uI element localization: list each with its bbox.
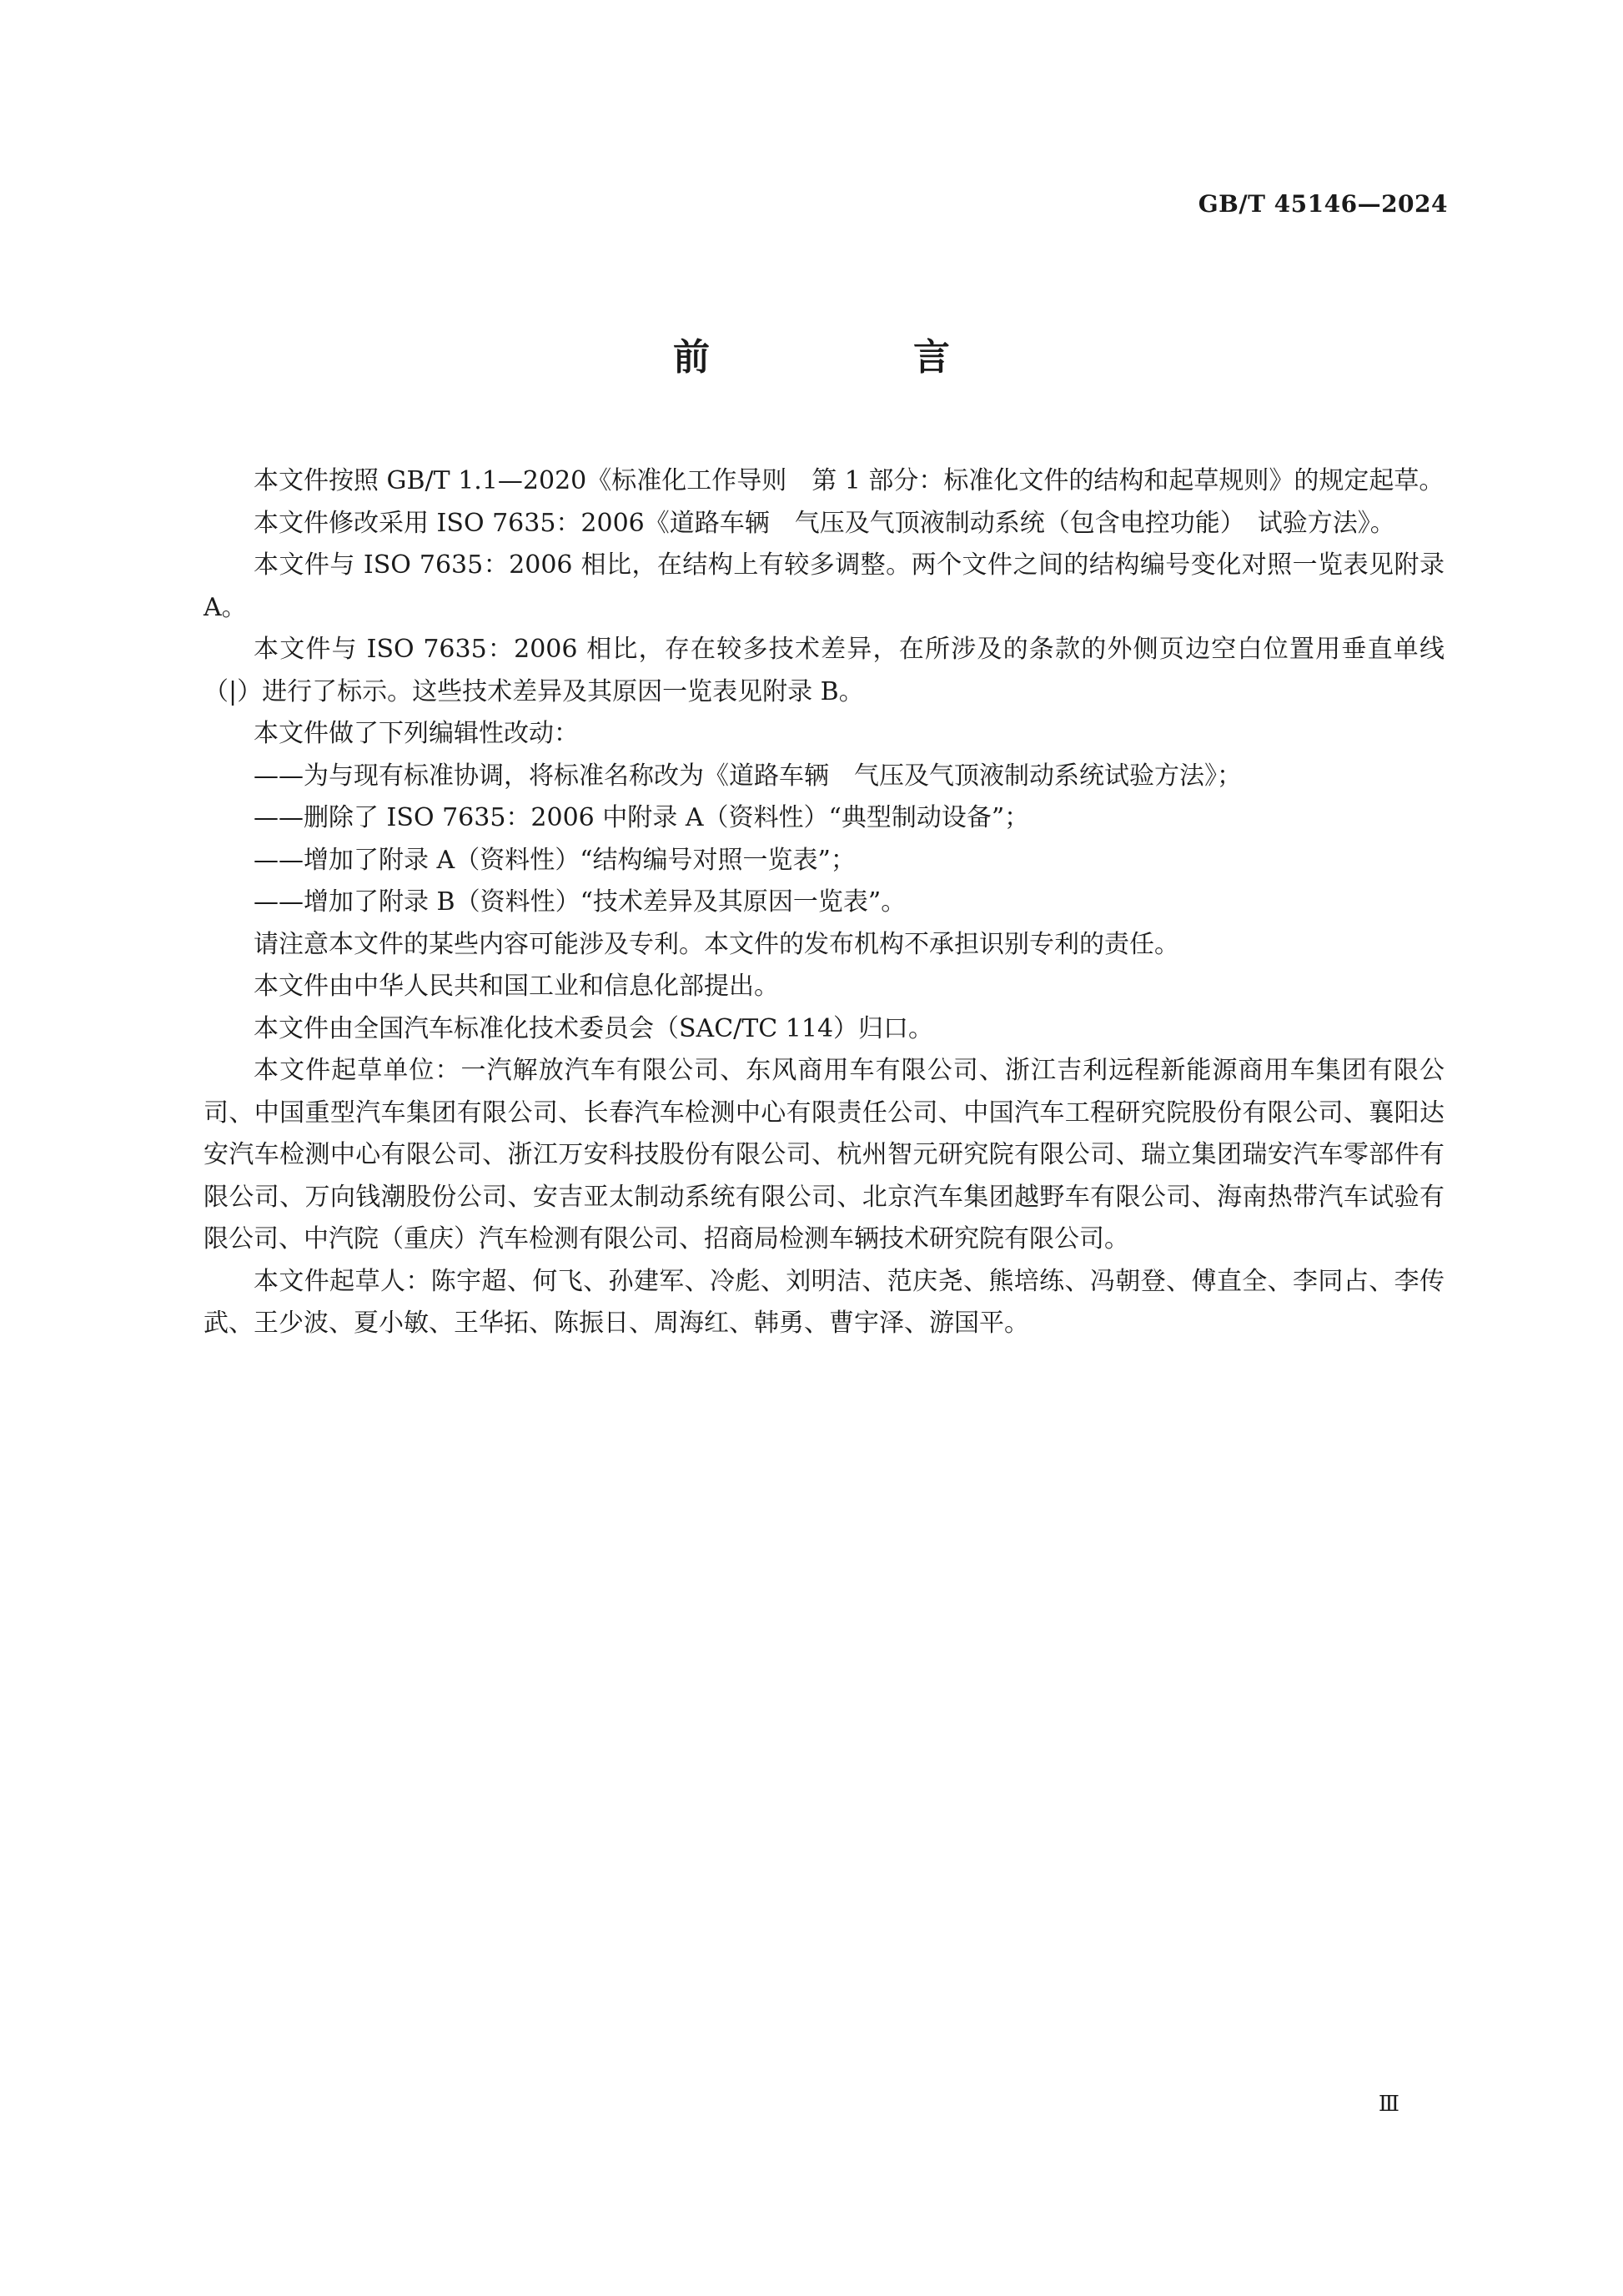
paragraph-proposer: 本文件由中华人民共和国工业和信息化部提出。 — [254, 972, 779, 1001]
paragraph-structure-changes: 本文件与 ISO 7635：2006 相比，在结构上有较多调整。两个文件之间的结构编号变化对照一览表见附录 A。 — [204, 550, 1445, 622]
paragraph-drafting-rules: 本文件按照 GB/T 1.1—2020《标准化工作导则 第 1 部分：标准化文件的结构和起草规则》的规定起草。 — [254, 466, 1445, 495]
document-body — [204, 460, 1445, 1345]
paragraph-technical-committee: 本文件由全国汽车标准化技术委员会（SAC/TC 114）归口。 — [254, 1013, 934, 1043]
paragraph-patent-notice: 请注意本文件的某些内容可能涉及专利。本文件的发布机构不承担识别专利的责任。 — [254, 929, 1179, 959]
paragraph-technical-differences: 本文件与 ISO 7635：2006 相比，存在较多技术差异，在所涉及的条款的外侧页边空白位置用垂直单线（|）进行了标示。这些技术差异及其原因一览表见附录 B。 — [204, 635, 1445, 706]
paragraph-drafting-organizations: 本文件起草单位：一汽解放汽车有限公司、东风商用车有限公司、浙江吉利远程新能源商用车集团有限公司、中国重型汽车集团有限公司、长春汽车检测中心有限责任公司、中国汽车工程研究院股份有限公司、襄阳达安汽车检测中心有限公司、浙江万安科技股份有限公司、杭州智元研究院有限公司、瑞立集团瑞安汽车零部件有限公司、万向钱潮股份公司、安吉亚太制动系统有限公司、北京汽车集团越野车有限公司、海南热带汽车试验有限公司、中汽院（重庆）汽车检测有限公司、招商局检测车辆技术研究院有限公司。 — [204, 1056, 1445, 1254]
paragraph-editorial-intro: 本文件做了下列编辑性改动： — [254, 719, 579, 748]
list-item: ——删除了 ISO 7635：2006 中附录 A（资料性）“典型制动设备”； — [254, 803, 1030, 832]
standard-number: GB/T 45146—2024 — [1198, 190, 1448, 218]
paragraph-drafters: 本文件起草人：陈宇超、何飞、孙建军、冷彪、刘明洁、范庆尧、熊培练、冯朝登、傅直全、李同占、李传武、王少波、夏小敏、王华拓、陈振日、周海红、韩勇、曹宇泽、游国平。 — [204, 1266, 1445, 1338]
paragraph-adoption: 本文件修改采用 ISO 7635：2006《道路车辆 气压及气顶液制动系统（包含电控功能） 试验方法》。 — [254, 508, 1395, 538]
page-title: 前 言 — [673, 336, 1033, 379]
page-number: Ⅲ — [1378, 2092, 1399, 2117]
list-item: ——增加了附录 B（资料性）“技术差异及其原因一览表”。 — [254, 887, 907, 917]
list-item: ——为与现有标准协调，将标准名称改为《道路车辆 气压及气顶液制动系统试验方法》； — [254, 761, 1242, 791]
list-item: ——增加了附录 A（资料性）“结构编号对照一览表”； — [254, 845, 856, 875]
